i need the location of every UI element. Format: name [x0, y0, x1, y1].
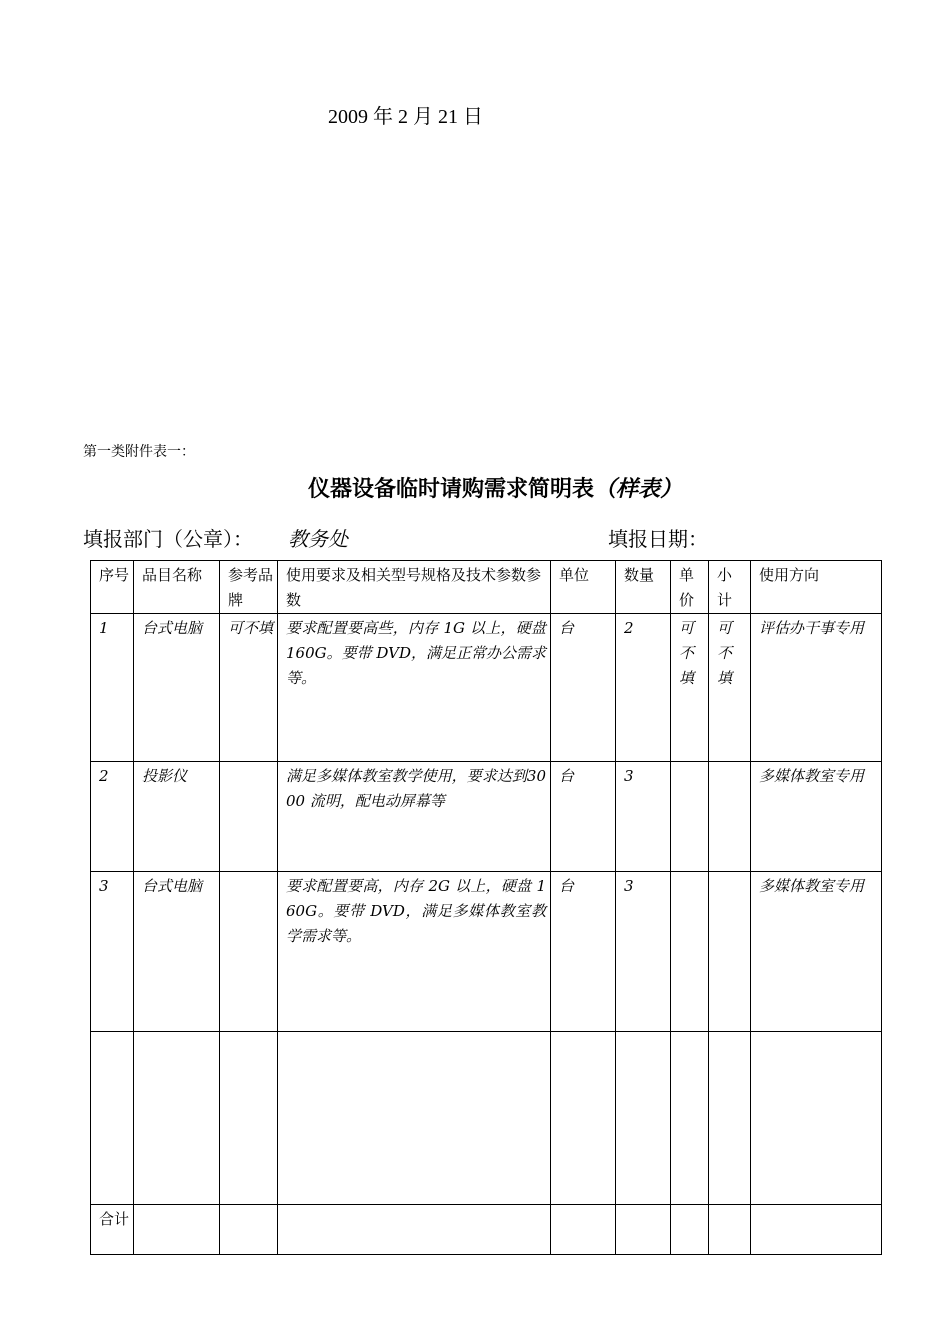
- total-cell: [671, 1205, 709, 1255]
- cell-usage: 多媒体教室专用: [751, 872, 882, 1032]
- cell-unit: 台: [551, 872, 616, 1032]
- requisition-table: [90, 560, 882, 1255]
- header-cell-qty: 数量: [616, 561, 671, 614]
- total-cell: [278, 1205, 551, 1255]
- cell-spec: [278, 1032, 551, 1205]
- cell-qty: [616, 1032, 671, 1205]
- total-cell: [134, 1205, 220, 1255]
- total-cell: [616, 1205, 671, 1255]
- cell-subtotal: [709, 1032, 751, 1205]
- cell-qty: 3: [616, 762, 671, 872]
- cell-no: 3: [91, 872, 134, 1032]
- header-cell-no: 序号: [91, 561, 134, 614]
- cell-brand: [220, 1032, 278, 1205]
- cell-name: [134, 1032, 220, 1205]
- cell-unit: 台: [551, 762, 616, 872]
- header-cell-unit: 单位: [551, 561, 616, 614]
- title-sample: （样表）: [594, 477, 683, 502]
- cell-no: 2: [91, 762, 134, 872]
- header-cell-brand: 参考品牌: [220, 561, 278, 614]
- cell-brand: [220, 872, 278, 1032]
- header-cell-price: 单价: [671, 561, 709, 614]
- cell-unit: 台: [551, 614, 616, 762]
- fill-date-label: 填报日期：: [608, 527, 708, 551]
- cell-spec: 要求配置要高，内存 2G 以上，硬盘 160G。要带 DVD，满足多媒体教室教学需求等。: [278, 872, 551, 1032]
- cell-usage: 多媒体教室专用: [751, 762, 882, 872]
- total-cell: [709, 1205, 751, 1255]
- cell-subtotal: [709, 762, 751, 872]
- cell-subtotal: 可不填: [709, 614, 751, 762]
- header-cell-spec: 使用要求及相关型号规格及技术参数参数: [278, 561, 551, 614]
- cell-no: [91, 1032, 134, 1205]
- total-label: 合计: [91, 1205, 134, 1255]
- cell-no: 1: [91, 614, 134, 762]
- cell-usage: [751, 1032, 882, 1205]
- table-row-empty: [91, 1032, 882, 1205]
- department-value: 教务处: [288, 527, 348, 551]
- cell-spec: 满足多媒体教室教学使用，要求达到3000 流明，配电动屏幕等: [278, 762, 551, 872]
- cell-brand: 可不填: [220, 614, 278, 762]
- title-main: 仪器设备临时请购需求简明表: [307, 477, 594, 502]
- total-cell: [220, 1205, 278, 1255]
- total-cell: [551, 1205, 616, 1255]
- department-label: 填报部门（公章）：: [83, 527, 253, 551]
- cell-price: [671, 762, 709, 872]
- table-row: [91, 762, 882, 872]
- cell-spec: 要求配置要高些，内存 1G 以上，硬盘 160G。要带 DVD，满足正常办公需求等。: [278, 614, 551, 762]
- total-cell: [751, 1205, 882, 1255]
- cell-name: 台式电脑: [134, 614, 220, 762]
- cell-price: [671, 1032, 709, 1205]
- header-cell-subtotal: 小计: [709, 561, 751, 614]
- header-cell-name: 品目名称: [134, 561, 220, 614]
- cell-qty: 2: [616, 614, 671, 762]
- cell-usage: 评估办干事专用: [751, 614, 882, 762]
- cell-subtotal: [709, 872, 751, 1032]
- table-header-row: [91, 561, 882, 614]
- attachment-label: 第一类附件表一：: [83, 444, 195, 460]
- table-total-row: [91, 1205, 882, 1255]
- table-row: [91, 872, 882, 1032]
- cell-name: 投影仪: [134, 762, 220, 872]
- table-row: [91, 614, 882, 762]
- cell-price: 可不填: [671, 614, 709, 762]
- cell-qty: 3: [616, 872, 671, 1032]
- document-date: 2009 年 2 月 21 日: [328, 106, 483, 128]
- cell-name: 台式电脑: [134, 872, 220, 1032]
- document-title: [0, 472, 950, 503]
- cell-unit: [551, 1032, 616, 1205]
- fill-info-row: [83, 523, 883, 553]
- cell-brand: [220, 762, 278, 872]
- cell-price: [671, 872, 709, 1032]
- header-cell-usage: 使用方向: [751, 561, 882, 614]
